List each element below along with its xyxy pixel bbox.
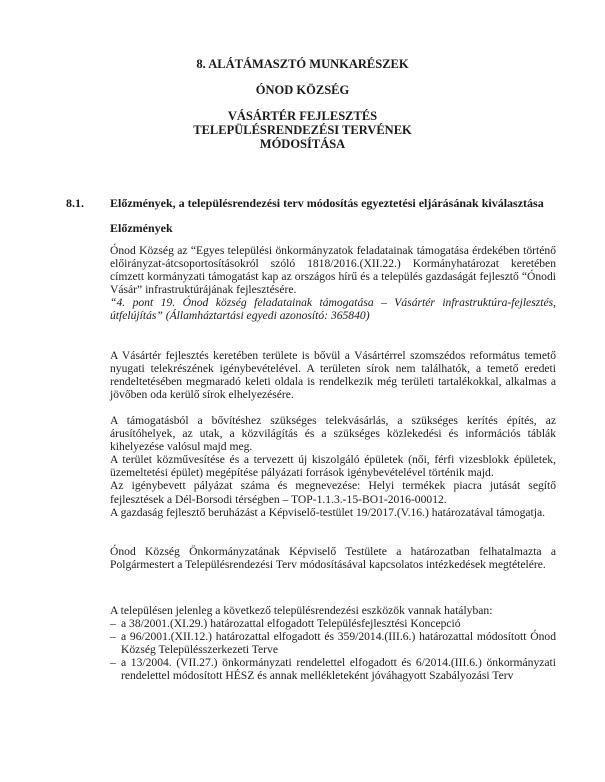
paragraph-text: A Vásártér fejlesztés keretében területe is bővül a Vásártérrel szomszédos református temető nyugati telekrészének igénybevételével. A területen sírok nem találhatók, a temető eredeti rendeltetésében megmaradó keleti oldala is rendelkezik még területi tartalékokkal, alkalmas a jövőben oda kerülő sírok elhelyezésére.: [110, 349, 556, 402]
dash-bullet-icon: –: [110, 630, 116, 644]
list-item: [110, 630, 556, 656]
paragraph-text: A terület közművesítése és a tervezett új kiszolgáló épületek (női, férfi vizesblokk épületek, üzemeltetési épület) megépítése pályázati források igénybevételével történik majd.: [110, 453, 556, 480]
list-item-text: a 96/2001.(XII.12.) határozattal elfogadott és 359/2014.(III.6.) határozattal módosított Ónod Község Településszerkezeti Terve: [121, 630, 556, 657]
list-item-text: a 38/2001.(XI.29.) határozattal elfogadott Településfejlesztési Koncepció: [121, 617, 461, 630]
paragraph-text: A gazdaság fejlesztő beruházást a Képviselő-testület 19/2017.(V.16.) határozatával támogatja.: [110, 505, 546, 519]
paragraph-funding-details: [110, 414, 556, 519]
paragraph-text: A településen jelenleg a következő településrendezési eszközök vannak hatályban:: [110, 604, 493, 617]
dash-bullet-icon: –: [110, 656, 116, 670]
document-title-line-2: TELEPÜLÉSRENDEZÉSI TERVÉNEK: [193, 123, 412, 137]
section-title: Előzmények, a településrendezési terv módosítás egyeztetési eljárásának kiválasztása: [110, 196, 544, 210]
document-title-line-1: VÁSÁRTÉR FEJLESZTÉS: [227, 109, 378, 123]
paragraph-text: Ónod Község az “Egyes települési önkormányzatok feladatainak támogatása érdekében történő előirányzat-átcsoportosításokról szóló 1818/2016.(XII.22.) Kormányhatározat keretében címzett kormányzati támogatást kap az országos hírű és a település gazdaságát fejlesztő “Ónodi Vásár” infrastruktúrájának fejlesztésére.: [110, 244, 556, 297]
chapter-heading: 8. ALÁTÁMASZTÓ MUNKARÉSZEK: [196, 57, 409, 71]
municipality-heading: ÓNOD KÖZSÉG: [255, 83, 350, 97]
paragraph-cemetery-extension: [110, 349, 556, 401]
paragraph-council-authorization: [110, 545, 556, 571]
planning-instruments-list: [110, 617, 556, 682]
subsection-title: Előzmények: [110, 221, 173, 235]
document-title-line-3: MÓDOSÍTÁSA: [259, 137, 346, 151]
paragraph-text: Ónod Község Önkormányzatának Képviselő Testülete a határozatban felhatalmazta a Polgármestert a Településrendezési Terv módosításával kapcsolatos intézkedések megtételére.: [110, 545, 556, 572]
paragraph-government-decree: [110, 244, 556, 323]
dash-bullet-icon: –: [110, 617, 116, 630]
list-item: [110, 617, 556, 630]
paragraph-text: Az igénybevett pályázat száma és megnevezése: Helyi termékek piacra jutását segítő fejlesztések a Dél-Borsodi térségben – TOP-1.1.3.-15-BO1-2016-00012.: [110, 479, 556, 506]
list-item-text: a 13/2004. (VII.27.) önkormányzati rendelettel elfogadott és 6/2014.(III.6.) önkormányzati rendelettel módosított HÉSZ és annak mellékleteként jóváhagyott Szabályozási Terv: [121, 656, 556, 683]
section-number: 8.1.: [66, 196, 84, 210]
paragraph-text: A támogatásból a bővítéshez szükséges telekvásárlás, a szükséges kerítés építés, az árusítóhelyek, az utak, a közvilágítás és a szükséges közlekedési és információs táblák kihelyezése valósul majd meg.: [110, 414, 556, 454]
list-item: [110, 656, 556, 682]
paragraph-italic-quote: “4. pont 19. Ónod község feladatainak támogatása – Vásártér infrastruktúra-fejlesztés, útfelújítás” (Államháztartási egyedi azonosító: 365840): [110, 296, 556, 323]
paragraph-instruments-intro: [110, 604, 556, 617]
